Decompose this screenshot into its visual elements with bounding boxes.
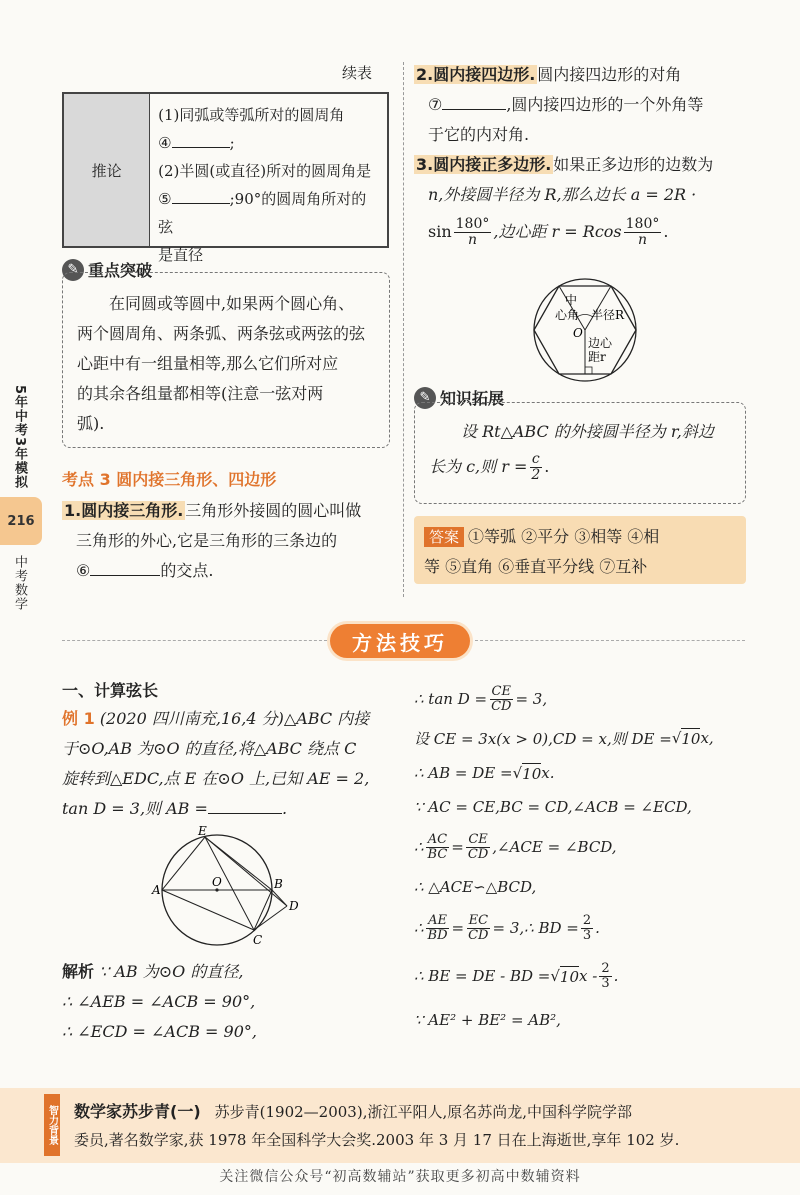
watermark-text: 关注微信公众号“初高数辅站”获取更多初高中数辅资料 bbox=[219, 1169, 581, 1185]
side-strip bbox=[0, 385, 42, 611]
example-line: 于⊙O,AB 为⊙O 的直径,将△ABC 绕点 C bbox=[62, 739, 357, 758]
table-content bbox=[150, 94, 387, 264]
solution-line: ∴ ∠ECD = ∠ACB = 90°, bbox=[62, 1022, 257, 1041]
solution-step: ∴ $\frac{AC}{BC}$ = $\frac{CE}{CD}$ ,∠ACE = ∠BCD, bbox=[414, 831, 617, 862]
table-line-5: 是直径 bbox=[158, 246, 204, 264]
label-C: C bbox=[253, 933, 263, 947]
key-points-box bbox=[62, 272, 390, 448]
regular-polygon-diagram bbox=[525, 275, 645, 385]
item1-head: 1.圆内接三角形. bbox=[64, 501, 184, 520]
solution-label: 解析 bbox=[62, 962, 95, 981]
solution-step: ∴ $\frac{AE}{BD}$ = $\frac{EC}{CD}$ = 3,∴ BD = $\frac{2}{3}$ . bbox=[414, 912, 600, 943]
section-banner-title: 方法技巧 bbox=[352, 630, 448, 655]
item2-line: 圆内接四边形的对角 bbox=[537, 65, 682, 84]
right-column-text bbox=[414, 60, 749, 254]
table-line-4: ⑤ ;90°的圆周角所对的弦 bbox=[158, 190, 367, 236]
example-text: 例 1 (2020 四川南充,16,4 分)△ABC 内接 于⊙O,AB 为⊙O 的直径,将△ABC 绕点 C 旋转到△EDC,点 E 在⊙O 上,已知 AE = 2, tan D = 3,则 AB = . bbox=[62, 704, 397, 824]
solution-step: ∴ AB = DE = √ 10 x. bbox=[414, 764, 555, 783]
label-O: O bbox=[212, 875, 222, 889]
solution-right bbox=[414, 678, 754, 1040]
example-line: 旋转到△EDC,点 E 在⊙O 上,已知 AE = 2, bbox=[62, 769, 370, 788]
table-line-3: (2)半圆(或直径)所对的圆周角是 bbox=[158, 162, 372, 180]
solution-step: ∵ AE² + BE² = AB², bbox=[414, 1011, 561, 1029]
item2-line: 于它的内对角. bbox=[428, 125, 530, 144]
footer-text bbox=[74, 1098, 774, 1154]
pencil-icon: ✎ bbox=[414, 387, 436, 409]
subject-label: 中考数学 bbox=[12, 555, 27, 612]
pencil-icon: ✎ bbox=[62, 259, 84, 281]
table-row-label-cell bbox=[64, 94, 150, 246]
key-points-title: 重点突破 bbox=[88, 261, 153, 280]
label-center-angle-1: 中 bbox=[565, 293, 578, 307]
answers-line-2: 等 ⑤直角 ⑥垂直平分线 ⑦互补 bbox=[424, 557, 648, 576]
key-points-line: 弧). bbox=[77, 414, 105, 433]
solution-line: ∴ ∠AEB = ∠ACB = 90°, bbox=[62, 992, 256, 1011]
table-line-2: ④ ; bbox=[158, 134, 235, 152]
knowledge-ext-box bbox=[414, 402, 746, 504]
label-B: B bbox=[274, 877, 283, 891]
example-circle-diagram bbox=[150, 824, 310, 950]
label-A: A bbox=[152, 883, 161, 897]
label-D: D bbox=[289, 899, 299, 913]
answers-line-1: 答案 ①等弧 ②平分 ③相等 ④相 bbox=[424, 522, 736, 552]
solution-step: 设 CE = 3x(x > 0),CD = x,则 DE = √ 10 x, bbox=[414, 729, 714, 748]
label-apothem-2: 距r bbox=[588, 350, 606, 364]
item1-line: 三角形外接圆的圆心叫做 bbox=[185, 501, 362, 520]
knowledge-ext-title: 知识拓展 bbox=[440, 389, 505, 408]
item3-formula: sin $\frac{180^\circ}{n}$ ,边心距 r = Rcos $\frac{180^\circ}{n}$ . bbox=[428, 215, 669, 248]
section-divider-left bbox=[62, 640, 327, 641]
topic3-item1 bbox=[62, 496, 397, 586]
label-E: E bbox=[198, 824, 207, 838]
label-radius: 半径R bbox=[591, 308, 625, 322]
footer-side-label-box bbox=[44, 1094, 60, 1156]
section-divider-right bbox=[475, 640, 745, 641]
corollary-table bbox=[62, 92, 389, 264]
solution-step: ∴ BE = DE - BD = √ 10 x - $\frac{2}{3}$ . bbox=[414, 960, 619, 991]
example-label: 例 1 bbox=[62, 709, 95, 728]
item1-line: 三角形的外心,它是三角形的三条边的 bbox=[76, 531, 338, 550]
knowledge-ext-line: 长为 c,则 r = $\frac{c}{2}$ . bbox=[429, 450, 550, 483]
method-subtitle: 一、计算弦长 bbox=[62, 681, 159, 700]
table-line-1: (1)同弧或等弧所对的圆周角 bbox=[158, 106, 345, 124]
solution-left: 解析 ∵ AB 为⊙O 的直径, ∴ ∠AEB = ∠ACB = 90°, ∴ ∠ECD = ∠ACB = 90°, bbox=[62, 957, 397, 1047]
section-banner bbox=[330, 624, 470, 658]
book-title: 5年中考3年模拟 bbox=[12, 385, 27, 490]
page-number-badge bbox=[0, 497, 42, 545]
item2-line-blank: ⑦ ,圆内接四边形的一个外角等 bbox=[428, 95, 704, 114]
solution-step: ∴ △ACE∽△BCD, bbox=[414, 878, 537, 896]
key-points-line: 的其余各组量都相等(注意一弦对两 bbox=[77, 384, 324, 403]
label-center: O bbox=[573, 326, 583, 340]
item2-head: 2.圆内接四边形. bbox=[416, 65, 536, 84]
key-points-line: 两个圆周角、两条弧、两条弦或两弦的弦 bbox=[77, 324, 366, 343]
item3-line: 如果正多边形的边数为 bbox=[553, 155, 714, 174]
label-center-angle-2: 心角 bbox=[555, 308, 580, 322]
column-divider bbox=[403, 62, 404, 597]
answers-label: 答案 bbox=[424, 527, 464, 547]
footer-line: 委员,著名数学家,获 1978 年全国科学大会奖.2003 年 3 月 17 日在上海逝世,享年 102 岁. bbox=[74, 1131, 680, 1149]
footer-line: 苏步青(1902—2003),浙江平阳人,原名苏尚龙,中国科学院学部 bbox=[214, 1103, 632, 1121]
item1-line-blank: ⑥ 的交点. bbox=[76, 561, 214, 580]
solution-step: ∵ AC = CE,BC = CD,∠ACB = ∠ECD, bbox=[414, 798, 692, 816]
table-row-label: 推论 bbox=[91, 161, 122, 180]
page-number: 216 bbox=[7, 513, 35, 529]
key-points-line: 心距中有一组量相等,那么它们所对应 bbox=[77, 354, 339, 373]
answers-box bbox=[414, 516, 746, 584]
solution-step: ∴ tan D = $\frac{CE}{CD}$ = 3, bbox=[414, 683, 548, 714]
topic3-title: 考点 3 圆内接三角形、四边形 bbox=[62, 470, 277, 489]
item3-head: 3.圆内接正多边形. bbox=[416, 155, 552, 174]
footer-side-label: 智力背景 bbox=[46, 1105, 58, 1145]
footer-title: 数学家苏步青(一) bbox=[74, 1102, 201, 1121]
knowledge-ext-line: 设 Rt△ABC 的外接圆半径为 r,斜边 bbox=[461, 422, 714, 441]
key-points-line: 在同圆或等圆中,如果两个圆心角、 bbox=[109, 294, 355, 313]
item3-line: n,外接圆半径为 R,那么边长 a = 2R · bbox=[428, 185, 697, 204]
continued-label: 续表 bbox=[342, 64, 373, 82]
example-line-blank: tan D = 3,则 AB = . bbox=[62, 799, 288, 818]
label-apothem-1: 边心 bbox=[588, 336, 613, 350]
